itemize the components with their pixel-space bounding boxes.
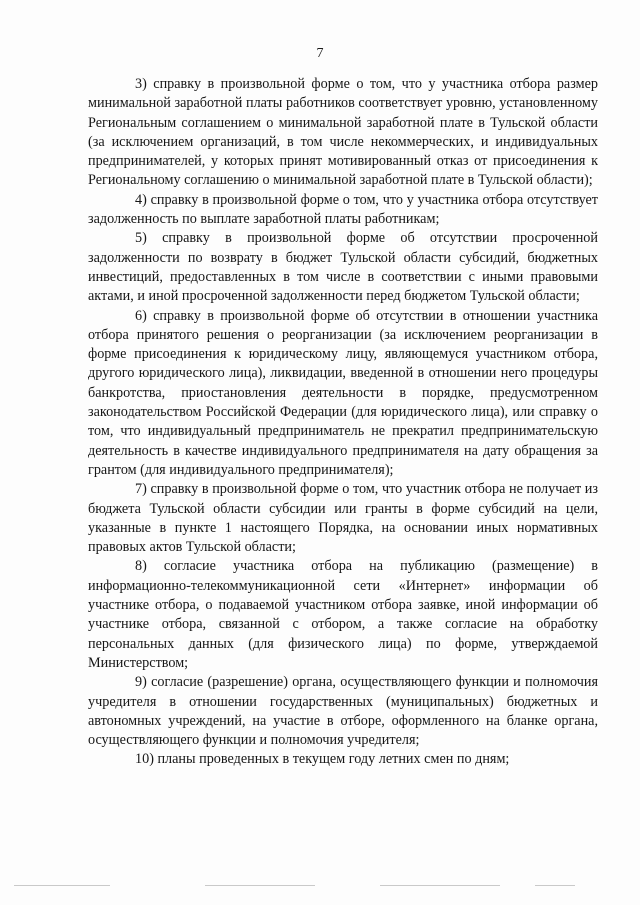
list-item-9: 9) согласие (разрешение) органа, осуществляющего функции и полномочия учредителя в отношении государственных (муниципальных) бюджетных и автономных учреждений, на участие в отборе, оформленного на бланке органа, осуществляющего функции и полномочия учредителя; — [88, 674, 598, 749]
list-item-10: 10) планы проведенных в текущем году летних смен по дням; — [135, 751, 510, 768]
list-item-5: 5) справку в произвольной форме об отсутствии просроченной задолженности по возврату в бюджет Тульской области субсидий, бюджетных инвестиций, предоставленных в том числе в соответствии с иными правовыми актами, и иной просроченной задолженности перед бюджетом Тульской области; — [88, 230, 598, 305]
page-number: 7 — [316, 46, 324, 61]
list-item-4: 4) справку в произвольной форме о том, что у участника отбора отсутствует задолженность по выплате заработной платы работникам; — [88, 191, 598, 228]
list-item-3: 3) справку в произвольной форме о том, что у участника отбора размер минимальной заработной платы работников соответствует уровню, установленному Региональным соглашением о минимальной заработной плате в Тульской области (за исключением организаций, в том числе некоммерческих, и индивидуальных предпринимателей, у которых принят мотивированный отказ от присоединения к Региональному соглашению о минимальной заработной плате в Тульской области); — [88, 76, 598, 189]
document-body — [88, 75, 598, 770]
list-item-7: 7) справку в произвольной форме о том, что участник отбора не получает из бюджета Тульской области субсидии или гранты в форме субсидий на цели, указанные в пункте 1 настоящего Порядка, на основании иных нормативных правовых актов Тульской области; — [88, 481, 598, 556]
scan-artifact-line — [0, 884, 640, 888]
list-item-8: 8) согласие участника отбора на публикацию (размещение) в информационно-телекоммуникационной сети «Интернет» информации об участнике отбора, о подаваемой участником отбора заявке, иной информации об участнике отбора, связанной с отбором, а также согласие на обработку персональных данных (для физического лица) по форме, утверждаемой Министерством; — [88, 558, 598, 671]
list-item-6: 6) справку в произвольной форме об отсутствии в отношении участника отбора принятого решения о реорганизации (за исключением реорганизации в форме присоединения к юридическому лицу, являющемуся участником отбора, другого юридического лица), ликвидации, введенной в отношении него процедуры банкротства, приостановления деятельности в порядке, предусмотренном законодательством Российской Федерации (для юридического лица), или справку о том, что индивидуальный предприниматель не прекратил предпринимательскую деятельность в качестве индивидуального предпринимателя на дату обращения за грантом (для индивидуального предпринимателя); — [88, 307, 598, 478]
